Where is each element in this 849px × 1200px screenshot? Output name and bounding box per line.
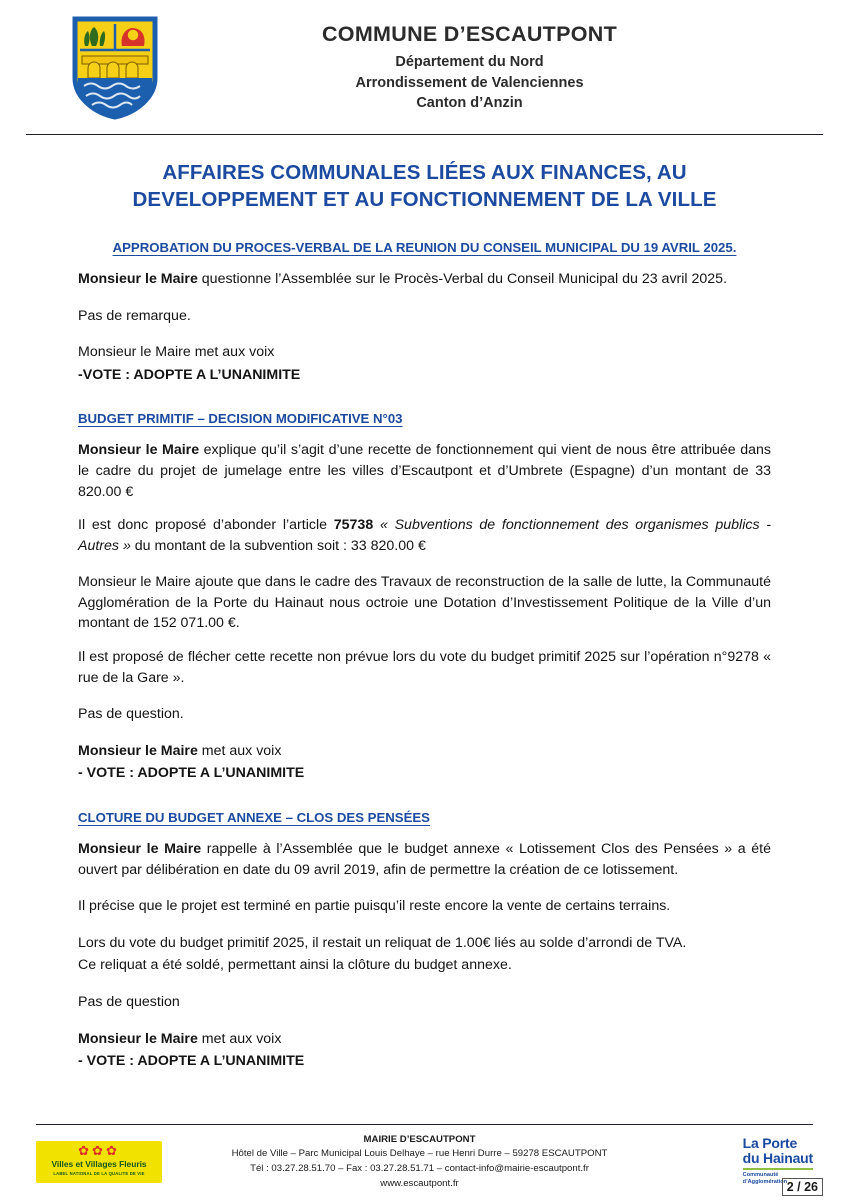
article-amount: du montant de la subvention soit : 33 820.00 €: [130, 537, 426, 554]
footer-address-block: [186, 1133, 653, 1192]
page-title: [78, 159, 771, 214]
porte-line-1: La Porte: [742, 1135, 798, 1152]
mairie-contact: Tél : 03.27.28.51.70 – Fax : 03.27.28.51.71 – contact-info@mairie-escautpont.fr: [250, 1163, 589, 1175]
document-body: [0, 159, 849, 1072]
escautpont-coat-of-arms-icon: [72, 16, 158, 120]
paragraph-s1-p3: Monsieur le Maire met aux voix: [78, 344, 275, 361]
document-footer: [0, 1124, 849, 1200]
page-number: 2 / 26: [782, 1178, 823, 1196]
header-titles: [190, 22, 809, 114]
canton-line: Canton d’Anzin: [416, 95, 523, 112]
porte-sub-2: d’Agglomération: [742, 1179, 788, 1186]
paragraph-s3-p6: [78, 1029, 771, 1050]
porte-accent-bar: [743, 1168, 813, 1171]
section-heading-budget-primitif: BUDGET PRIMITIF – DECISION MODIFICATIVE N°03: [78, 411, 403, 427]
lead-monsieur-le-maire: Monsieur le Maire: [78, 841, 202, 858]
flower-glyphs: ✿✿✿: [78, 1143, 120, 1159]
departement-line: Département du Nord: [395, 54, 544, 71]
lead-monsieur-le-maire: Monsieur le Maire: [78, 442, 200, 459]
lead-monsieur-le-maire: Monsieur le Maire: [78, 742, 198, 759]
page-title-line-1: AFFAIRES COMMUNALES LIÉES AUX FINANCES, AU: [162, 161, 687, 184]
footer-divider: [36, 1124, 813, 1125]
paragraph-s3-p2: Il précise que le projet est terminé en partie puisqu’il reste encore la vente de certains terrains.: [78, 898, 671, 915]
section-heading-approbation: APPROBATION DU PROCES-VERBAL DE LA REUNION DU CONSEIL MUNICIPAL DU 19 AVRIL 2025.: [112, 239, 737, 255]
paragraph-s2-p1: [78, 440, 771, 502]
crest-container: [40, 16, 190, 120]
commune-title: COMMUNE D’ESCAUTPONT: [321, 22, 618, 47]
article-label: « Subventions de fonctionnement des organismes publics - Autres »: [78, 517, 772, 554]
header-divider: [26, 134, 823, 135]
footer-left: [36, 1141, 186, 1183]
paragraph-s2-p1-text: explique qu’il s’agit d’une recette de fonctionnement qui vient de nous être attribuée dans le cadre du projet de jumelage entre les villes d’Escautpont et d’Umbrete (Espagne) d’un montant de 33 820.00 €: [78, 442, 771, 500]
vote-result-s2: - VOTE : ADOPTE A L’UNANIMITE: [78, 765, 305, 782]
paragraph-s3-p4: Ce reliquat a été soldé, permettant ainsi la clôture du budget annexe.: [78, 957, 512, 974]
porte-sub-1: Communauté: [742, 1172, 779, 1179]
section-heading-cloture-budget-annexe: CLOTURE DU BUDGET ANNEXE – CLOS DES PENSÉES: [78, 810, 430, 826]
paragraph-s2-p6: [78, 741, 771, 762]
mairie-name: MAIRIE D’ESCAUTPONT: [363, 1133, 476, 1145]
paragraph-s2-p2: [78, 515, 771, 556]
fleurs-sublabel: LABEL NATIONAL DE LA QUALITE DE VIE: [53, 1171, 145, 1177]
paragraph-s2-p4: Il est proposé de flécher cette recette non prévue lors du vote du budget primitif 2025 sur l’opération n°9278 « rue de la Gare ».: [78, 649, 771, 686]
paragraph-s3-p5: Pas de question: [78, 994, 180, 1010]
paragraph-s2-p3: Monsieur le Maire ajoute que dans le cadre des Travaux de reconstruction de la salle de lutte, la Communauté Agglomération de la Porte du Hainaut nous octroie une Dotation d’Investissement Politique de la Ville d’un montant de 152 071.00 €.: [78, 574, 771, 632]
fleurs-label: Villes et Villages Fleuris: [51, 1159, 147, 1170]
paragraph-s3-p3: Lors du vote du budget primitif 2025, il restait un reliquat de 1.00€ liés au solde d’arrondi de TVA.: [78, 934, 687, 951]
document-header: [0, 0, 849, 130]
page-title-line-2: DEVELOPPEMENT ET AU FONCTIONNEMENT DE LA VILLE: [132, 188, 717, 212]
paragraph-s1-p1: [78, 269, 771, 290]
mairie-address: Hôtel de Ville – Parc Municipal Louis Delhaye – rue Henri Durre – 59278 ESCAUTPONT: [231, 1148, 608, 1160]
paragraph-s3-p1: [78, 839, 771, 880]
article-prefix: Il est donc proposé d’abonder l’article: [78, 517, 334, 534]
paragraph-s1-p1-text: questionne l’Assemblée sur le Procès-Verbal du Conseil Municipal du 23 avril 2025.: [197, 270, 728, 287]
paragraph-s1-p2: Pas de remarque.: [78, 307, 191, 324]
vote-result-s3: - VOTE : ADOPTE A L’UNANIMITE: [78, 1053, 305, 1070]
article-number: 75738: [333, 517, 374, 534]
porte-line-2: du Hainaut: [742, 1149, 813, 1166]
vote-result-s1: -VOTE : ADOPTE A L’UNANIMITE: [78, 366, 301, 383]
mairie-website[interactable]: www.escautpont.fr: [380, 1178, 459, 1190]
lead-monsieur-le-maire: Monsieur le Maire: [78, 270, 198, 287]
paragraph-s3-p6-text: met aux voix: [197, 1030, 282, 1047]
arrondissement-line: Arrondissement de Valenciennes: [355, 74, 584, 91]
footer-content: [36, 1133, 813, 1192]
lead-monsieur-le-maire: Monsieur le Maire: [78, 1030, 198, 1047]
paragraph-s2-p5: Pas de question.: [78, 706, 184, 723]
paragraph-s3-p1-text: rappelle à l’Assemblée que le budget annexe « Lotissement Clos des Pensées » a été ouvert par délibération en date du 09 avril 2019, afin de permettre la création de ce lotissement.: [78, 841, 771, 878]
villes-villages-fleuris-logo-icon: [36, 1141, 162, 1183]
paragraph-s2-p6-text: met aux voix: [197, 742, 282, 759]
